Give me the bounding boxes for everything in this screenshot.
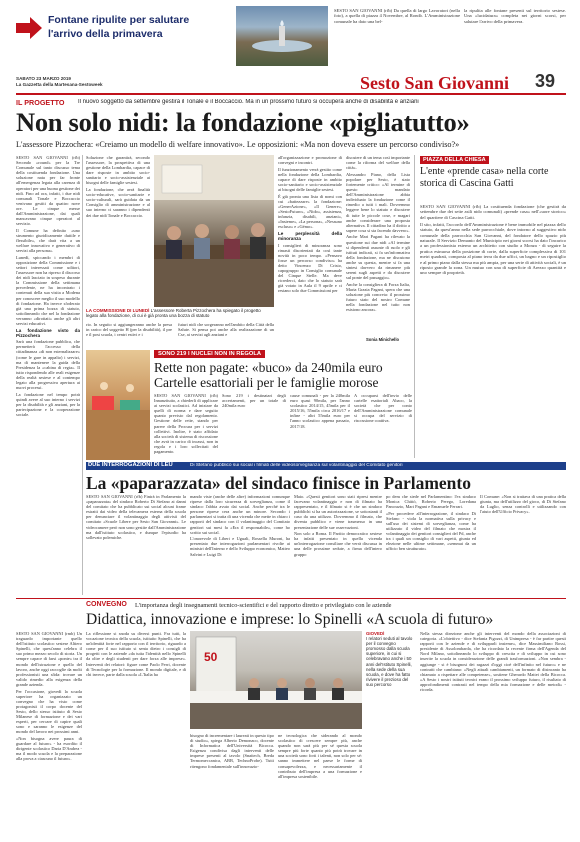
spinelli-tag: CONVEGNO <box>86 601 127 608</box>
promo-title-1: Fontane ripulite per salutare <box>48 14 190 26</box>
paparazzata-tag: DUE INTERROGAZIONI DI LEU <box>88 462 173 468</box>
promo-banner <box>16 8 231 52</box>
spinelli-col1: SESTO SAN GIOVANNI (rmb) Un traguardo importante quello dell'istituto scolastico sestese Altiero Spinelli, che quest'anno celebra il suo primo mezzo secolo di storia. Un sempre capace di farsi «ponte» tra il mondo dell'istruzione e quello del lavoro, anche oggi raccoglie da molti professionisti una sfida: trovare un valido rimedio alla esigenza della grande azienda. Per l'occasione, giovedì la scuola superiore ha organizzato un convegno che ha visto come protagonisti il corpo docente del Sesto, dello stesso istituto di Sesto Milanese di formazione e dei vari esperti, per cercare di capire quali sono e saranno le esigenze del mondo del lavoro nei prossimi anni. «Non bisogna avere paura di guardare al futuro» - ha esordito il dirigente scolastico Daria D'Andrea - ma il modo scuola e la preparazione alla prova a ciascuno il futuro». <box>16 631 82 762</box>
rette-headline-1: Rette non pagate: «buco» da 240mila euro <box>154 360 383 375</box>
arrow-promo-icon <box>16 17 42 39</box>
spinelli-tag-line: L'importanza degli insegnamenti tecnico-scientifici e del rapporto diretto e privilegiato con le aziende <box>135 602 392 609</box>
spinelli-col2: La riflessione si snoda su diversi punti. Fra tutti, la vocazione tecnica della scuola, istituito Spinelli, che ha un'identità forte nel rapporto con il territorio, riguardo a come per il suo istituto si senta dietro i consigli di progetti con le aziende «da tutta l'identità nello Spinelli da oltre e degli studenti per dare forza alle imprese». Interventi dei relatori: figure come Paolo Ferri, docente di Tecnologie per la formazione. Il mondo digitale, e di chi invece, parte dalla scuola «L'Italia ha <box>86 631 186 677</box>
spinelli-col3: bisogno di incrementare i laureati in questo tipo di studio», spiega Alberto Demonaco, docente di Informatica dell'Università Bicocca. Esigenza condivisa dagli interventi delle imprese presenti al tavolo (Snaitech, Breda Termomeccanica, ABB, TechnoProbe). Tutti ritengono fondamentale sull'innovazio- <box>190 733 274 769</box>
commission-photo <box>154 155 274 307</box>
svg-text:50: 50 <box>204 650 218 664</box>
brief-col2: la ripulita alle fontane presenti sul territorio sestese. Una «lucidatura» completa nei giorni scorsi, per salutare l'arrivo della primavera. <box>464 8 566 24</box>
lead-col5: discutere di un tema così importante come la riforma del welfare della città». Alessandro Piano, della Lista popolare per Sesto, è stato fortemente critico: «Al termine di questo mandato dell'Amministrazione abbia individuato la fondazione come il rimedio a tutti i mali. Dovremmo leggere bene lo statuto e discutere di tutte le piccole cose, e magari anche considerare una proposta alternativa. Il cittadino ha il diritto a sapere cosa si sta facendo davvero». Anche Mari Pagani ha rilevato la questione sui due nidi «Al termine si dipendenti assunte di ruolo e gli istituti indicati, si fa un'informativa della fondazione, ma ne discutono anche su questa, mentre si fa una sintesi davvero da rimanere più sereni sugli aspetti e da discutere sul ponte del passaggio». Anche la consigliera di Forza Italia, Maria Grazia Pagani, spera che una soluzione più concreta: il prossimo futuro stato del nostro Comune nella fondazione nel tutto non esistono ancora». <box>346 155 410 313</box>
spinelli-rule <box>16 598 566 599</box>
lead-col4: all'organizzazione e promozione di convegni e incontri. Il funzionamento verrà gestito come nella fondazione della Lombardia, capace di dare risposte in ambito socio-sanitario e socio-assistenziale ai bisogni delle famiglie sestesi. È già pronta una lista di nomi con cui «battezzare» la fondazione: «GenerAzione», «Il Genere», «SestoFuturo», «Nido», assistenza, infanzia, disabili, anziani», «Insieme», «La persona», «Nessuno escluso» e «Gémo». Le perplessità della minoranza I consiglieri di minoranza sono rimasti disorientati da così tante novità in poco tempo. «Pensavo fosse un percorso condiviso» ha detto Vincenzo Di Cristo, capogruppo in Consiglio comunale del Cinque Stelle. Ma deve ricrederci, dato che lo statuto sarà già votato in Aula il 9 aprile e ci restano solo due Commissioni per <box>278 155 342 294</box>
paper-name: La Gazzetta della Martesana-Sestoweek <box>16 82 103 87</box>
rette-col2: Sono 219 i destinatari degli accertamenti, per un totale di 240mila euro <box>222 393 286 409</box>
lead-byline: Sonia Minichello <box>366 337 400 342</box>
lead-col1: SESTO SAN GIOVANNI (rfb) Secondo «round» per la Tre Comunale sul tanto discusso tema della costituenda fondazione. Una soluzione nata per far fronte all'emergenza legata alla carenza di operatori per una buona gestione dei nidi. Fino ad ora, infatti, i due nidi comunali Tonale e Boccaccio venivano gestiti da quattro nove ore. Le cinque messe dall'Amministrazione, dai quali mancavano cinque operatori al servizio. Il Comune ha definito «uno strumento giuridicamente duttile e flessibile», che darà vita a un welfare innovativo e generativo di servizi alla persona». Lunedì, spiccando i membri di opposizione della Commissione e i settori interessati come uditori, l'assessore non ha ripreso il discorso dei nidi lasciato in sospeso durante la Commissione della settimana precedente, ne ha incontrato i contenuti della sua visita a Modena per conoscere meglio il suo modello di fondazione. Ha invece sfoderato già una prima bozza di statuto, sottolineando che nel la fondazione verranno «dirottati» anche gli altri servizi educativi. La fondazione visto da Pizzochera Sarà una fondazione pubblica, che permetterà l'accesso della cittadinanza «di non esternalizzare» (come le gare in appalto) i servizi, ma di mantenere la guida della Presidenza la «cabina di regia». Il tutto rispondendo alle reali esigenze della realtà sestese e al contempo legato alla progressiva apertura ai nuovi processi. La fondazione nel tempo potrà quindi avere al suo interno i servizi per la disabilità e gli anziani, per la partecipazione e la cooperazione sociale. <box>16 155 80 418</box>
page-number: 39 <box>535 71 556 91</box>
caption-text: L'assessore Roberta Pizzochera ha spiegato il progetto legato alla fondazione, di cui è già pronta una bozza di statuto <box>86 308 261 319</box>
rette-col3: cause comunali - per la 240mila euro quasi 90mila, per l'anno scolastico 2014/15, 45mila per il 2015/16, 55mila circa 2016/17 e infine - altri 55mila euro per l'anno scolastico appena passato, 2017/18. <box>290 393 350 429</box>
promo-title-2: l'arrivo della primavera <box>48 28 163 40</box>
paparazzata-col1: SESTO SAN GIOVANNI (rfb) Finirà in Parlamento la «paparazzata» del sindaco Roberto Di Stefano ai danni del comitato che ha pubblicato sui social alcuni frame estratti dai video della telecamera esterna della scuola per denunciare il volantinaggio degli attivisti del comitato «Scuole Libere per Sesto San Giovanni». Le videocamere però non sono gestite dall'Amministrazione ma dall'istituto scolastico, e dunque l'episodio ha sollevato polemiche. <box>86 494 186 540</box>
spinelli-col5: Nella stessa direzione anche gli interventi del mondo della associazioni di categoria. «L'obiettivo - dice Stefania Pigozzi, di Unimpresa - è far partire questi rapporti con le aziende e di svilupparli insieme», dice Massimiliano Rossi, presidente di Assolombarda, che ha ricordato la recente firma dell'Agenda del Nord Milano, sottolineando lo sviluppo di crescita e di sviluppo in cui sono inserite la scuola in considerazione delle grandi trasformazioni. «Non sembra - aggiunge - si è bisognosi dei ragazzi d'oggi cioè dell'infinito nel futuro» e ne contratti che cambiano: «Negli attuali cambiamenti, un formato di disincanto ha chiamato a rispettare alle competenze», sostiene Gherardo Mattei della Bicocca. «A Sesto i nostri istituti tecnici erano il prossimo sviluppo futuro, il risultato di approfondimenti contrasti nel tempo della mia formazione e delle metodi» - ricorda. <box>420 631 566 693</box>
date-line: SABATO 23 MARZO 2019 <box>16 76 71 81</box>
sidebar-tag: PIAZZA DELLA CHIESA <box>420 156 489 164</box>
lead-tag: IL PROGETTO <box>16 98 65 107</box>
rette-col4: A occuparsi dell'invio delle cartelle esattoriali Abaco, la società che per conto dell'Amministrazione comunale si occupa del servizio di riscossione coattiva. <box>354 393 412 424</box>
spinelli-caption-label: GIOVEDÌ <box>366 631 385 636</box>
brief-col1: SESTO SAN GIOVANNI (rfb) Da quella di largo Lavoratori (nella foto), a quella di piazza 4 Novembre, al Rondò. L'Amministrazione comunale ha dato una bel- <box>334 8 460 24</box>
spinelli-caption <box>366 631 416 741</box>
lead-headline: Non solo nidi: la fondazione «pigliatutto» <box>16 107 470 137</box>
sidebar-text: SESTO SAN GIOVANNI (rfb) La costituenda fondazione (che gestirà da settembre due dei sette asili nido comunali) «prende casa» nell'«uore storico» del quartiere di Cascina Gatti. Il sito, infatti, l'accordo dell'Amministrazione è bene immobile nel piazza dello statuto, da quest'anno nella sede parrocchiale, dove intorno al suggestivo nido comunale della parrocchia San Giovanni, del fondatore dello spazio più naturale. Il Servizio Demanio del Municipio nei giorni scorsi ha dato l'incarico a un professionista esterno un architetto con studio a Monza - di seguire la pratica esinuosa della posizione di corte, dalla superficie complessiva di 101 metri quadrati, composta al piano terra da due uffici, un bagno e un ripostiglio e al primo piano dalla stessa ma più ampia, per una serie di attività sociali, è un riposto grande la zona. Un mutuo con una di superficie di Arezzo quantità e uno sempre di proprietà. <box>420 204 566 276</box>
paparazzata-tag-line: Di Stefano pubblicò sui social i filmati delle videosorveglianza sul volantinaggio del Comitato genitori <box>190 463 403 468</box>
lead-subhead: L'assessore Pizzochera: «Creiamo un modello di welfare innovativo». Le opposizioni: «Ma non doveva essere un percorso condiviso?» <box>16 140 460 149</box>
rette-col1: SESTO SAN GIOVANNI (rfb) Innanzitutto, a chiederli di applicare ai servizi scolastici. Ad iniziare da quelli di norma e dare seguito quanto previsto dal regolamento. Gestione delle rette, stando per parere della Procura per i servizi collettivi. Inoltre, è stato affidato alla società di sistema di riscossione che avrà in carico di incassi, non in regola e i loro sollecitati del pagamento. <box>154 393 218 455</box>
spinelli-headline: Didattica, innovazione e imprese: lo Spinelli «A scuola di futuro» <box>86 611 494 628</box>
conference-photo <box>190 631 362 729</box>
spinelli-caption-text: I relatori seduti al tavolo per il convegno promosso dalla scuola superiore, in cui si celebravano anche i 50 anni del'Istituto Spinelli, nella sede della sua scuola, e dove ha fatto rivivere il prezioso del suo percorso <box>366 636 413 687</box>
section-name: Sesto San Giovanni <box>360 73 510 93</box>
rette-headline-2: Cartelle esattoriali per le famiglie morose <box>154 375 379 390</box>
header-rule <box>16 93 566 95</box>
sidebar-divider <box>414 155 415 458</box>
paparazzata-headline: La «paparazzata» del sindaco finisce in Parlamento <box>86 473 471 493</box>
col-divider <box>82 155 83 595</box>
lead-col2-after: rio. In seguito si aggiungeranno anche la presa in carico del soggetto H (per la disabilità), il pre e il post scuola, i centri estivi e i <box>86 322 172 338</box>
lead-col2: Soluzione che garantirà, secondo l'assessore, la prospettiva di una gestione della Lombardia, capace di dare risposte in ambito socio-sanitario e socio-assistenziale ai bisogni delle famiglie sestesi. La fondazione, che avrà finalità socio-educative, socio-sanitarie e socio-culturali, sarà guidata da un Consiglio di amministrazione e al suo interno ci saranno i dipendenti dei due nidi Tonale e Boccaccio. <box>86 155 150 218</box>
spinelli-col4: ne tecnologica che siderando al mondo scolastico di crescere sempre più, anche quando non sarà più per sé questa scuola sempre più forte quanto più potrà trovare in una società sono forti i talenti, non solo per sé: sanno immettere nel paese le forme di consapevolezza, e necessariamente il contributo dell'impresa a una formazione e all'impresa sostenibile. <box>278 733 362 779</box>
sidebar-headline: L'ente «prende casa» nella corte storica di Cascina Gatti <box>420 166 549 189</box>
lead-tag-line: Il nuovo soggetto da settembre gestirà il Tonale e il Boccaccio. Ma in un prossimo futuro si occuperà anche di disabilità e anziani <box>78 99 419 105</box>
caption-label: LA COMMISSIONE DI LUNEDÌ <box>86 308 150 313</box>
fountain-photo <box>236 6 328 66</box>
paparazzata-col2: mando viste (anche delle altre) informazioni comunque riprese dalla loro sicurezza di sorveglianza, come il sindaco l'abbia avuto dai social. Anche perché tra le persone riprese cera anche un minore. Secondo i parlamentari si tratta di una vicenda che mette in chiaro i rapporti del sindaco con il volantinaggio del Comitato genitori sui mesi fa «Era il responsabile», come ho scritto sui social. L'onorevole di Liberi e Uguali, Rossella Muroni, ha presentato due interrogazioni parlamentari rivolte ai ministri dell'Interno e dello Sviluppo economico, Matteo Salvini e Luigi Di <box>190 494 290 557</box>
rette-tag: SONO 219 I NUCLEI NON IN REGOLA <box>154 350 265 358</box>
classroom-photo <box>86 350 150 460</box>
paparazzata-col3: Maio. «Questi genitori sono stati ripresi mentre facevano volantinaggio e non di filmato ha rappresentato, e il filmato si è che un sindaco pubblichi si ha un autorizzazione, se sottostanti il caso da una utilizzo. Dovremmo il filmato, che diventa pubblico e viene trasmesso in una presentazione delle sue osservazioni. Non solo a Roma. Il Partito democratico sestese ha infatti presentato in quella vicenda un'interrogazione consiliare che verrà discussa in una delle prossime sedute, a firma dell'intero gruppo <box>294 494 382 557</box>
lead-photo-caption <box>86 308 274 318</box>
paparazzata-col5: Il Comune: «Non si trattava di una pratica della giunta, ma dell'utilizzo del gioco, di Di Stefano da Luglio, senza controlli e utilizzando con l'aiuto dell'Ufficio Privacy». <box>480 494 566 515</box>
lead-col3-after: futuri nidi che sorgeranno nell'ambito della Città della Salute. Si pensa poi anche alla realizzazione di un Cse, ai servizi agli anziani e <box>178 322 274 338</box>
paparazzata-col4: po dem che siede nel Parlamentino: l'ex sindaco Monica Chittò, Roberto Perego, Loredana Pancrazio, Mari Pagani e Emanuele Ferrari. «Per procedere all'interrogazione, il sindaco Di Stefano - viola la normativa sulla privacy e sull'uso dei sistemi di sorveglianza, come ha utilizzato il video del filmato che mostra il volantinaggio dei genitori consiglieri del Pd, anche tra i quali un consiglio di vari aspetti, giunta ed elezione nelle ultime settimane, «semmai da un ufficio ben strutturato» <box>386 494 476 552</box>
